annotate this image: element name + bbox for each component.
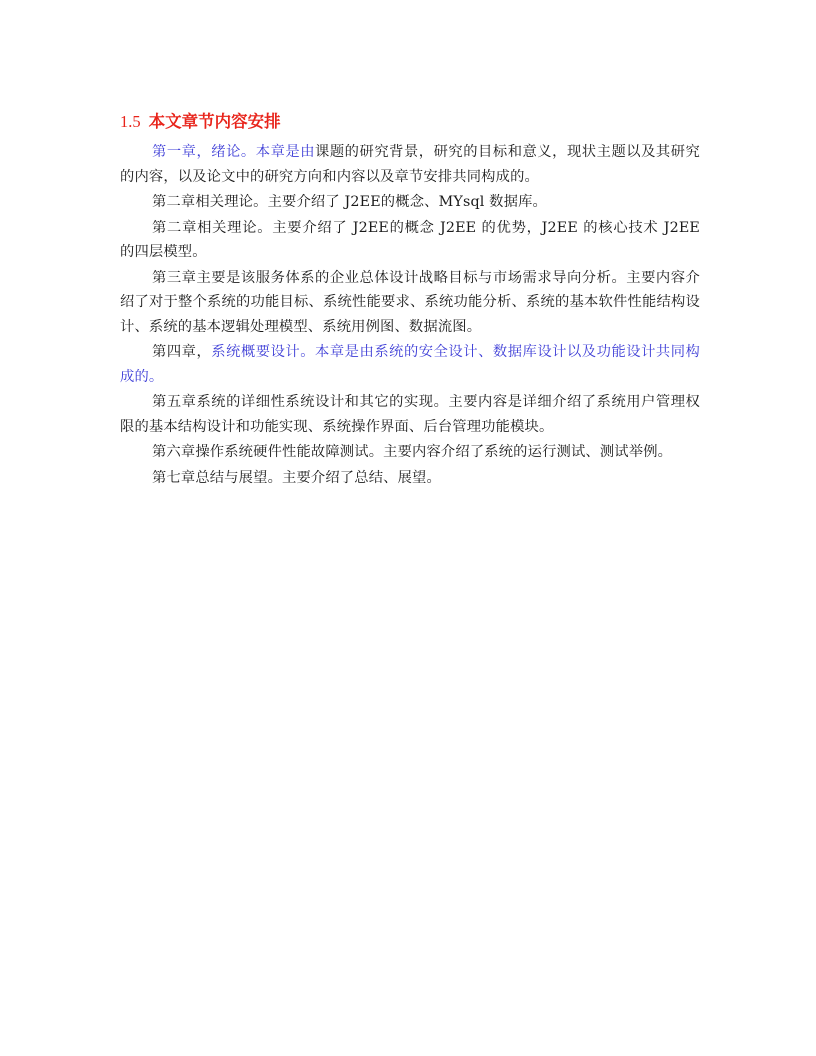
section-heading: [120, 110, 700, 134]
chapter-4-highlight: 系统概要设计。本章是由系统的安全设计、数据库设计以及功能设计共同构成的。: [120, 344, 700, 385]
paragraph-chapter-6: 第六章操作系统硬件性能故障测试。主要内容介绍了系统的运行测试、测试举例。: [152, 444, 673, 460]
paragraph-chapter-4: [120, 340, 700, 389]
chapter-1-text: 课题的研究背景，研究的目标和意义，现状主题以及其研究的内容，以及论文中的研究方向和内容以及章节安排共同构成的。: [120, 144, 700, 185]
paragraph-chapter-2b: 第二章相关理论。主要介绍了 J2EE的概念 J2EE 的优势，J2EE 的核心技术 J2EE 的四层模型。: [120, 219, 700, 260]
paragraph-chapter-1: [120, 140, 700, 189]
paragraph-chapter-7: 第七章总结与展望。主要介绍了总结、展望。: [152, 469, 441, 486]
section-title: 本文章节内容安排: [148, 112, 281, 131]
chapter-4-text: 第四章，: [152, 344, 212, 360]
paragraph-chapter-2a: 第二章相关理论。主要介绍了 J2EE的概念、MYsql 数据库。: [152, 194, 547, 210]
chapter-1-highlight: 第一章，绪论。本章是由: [152, 144, 316, 160]
document-page: [120, 110, 700, 491]
paragraph-chapter-3: 第三章主要是该服务体系的企业总体设计战略目标与市场需求导向分析。主要内容介绍了对于整个系统的功能目标、系统性能要求、系统功能分析、系统的基本软件性能结构设计、系统的基本逻辑处理模型、系统用例图、数据流图。: [120, 269, 700, 335]
paragraph-chapter-5: 第五章系统的详细性系统设计和其它的实现。主要内容是详细介绍了系统用户管理权限的基本结构设计和功能实现、系统操作界面、后台管理功能模块。: [120, 394, 700, 435]
section-number: 1.5: [120, 112, 141, 131]
